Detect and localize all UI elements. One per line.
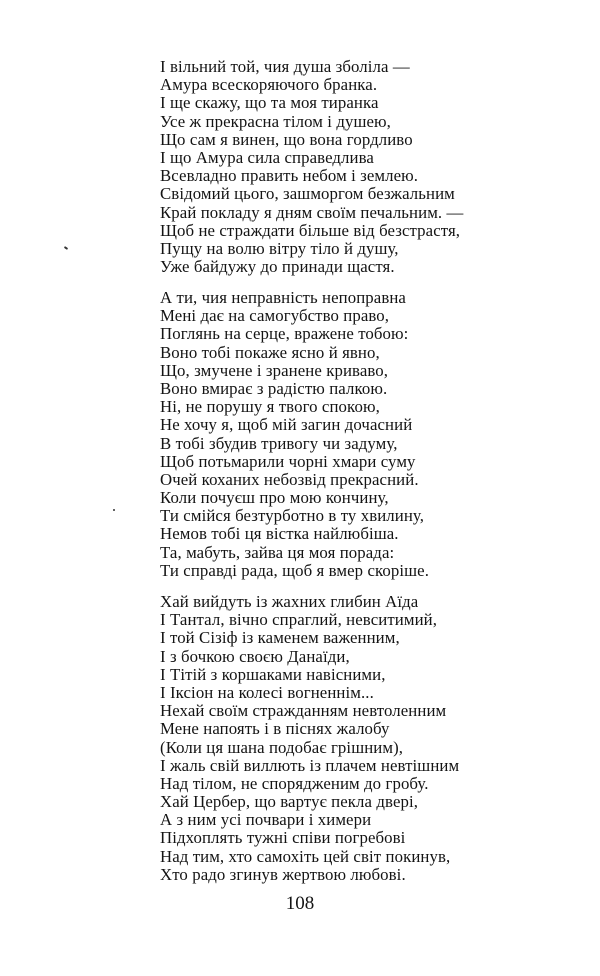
poem-line: Очей коханих небозвід прекрасний.	[160, 469, 419, 489]
poem-line: І Іксіон на колесі вогненнім...	[160, 682, 374, 702]
poem-line: Щоб не страждати більше від безстрастя,	[160, 220, 461, 240]
poem-line: Воно тобі покаже ясно й явно,	[160, 342, 380, 362]
poem-line: Нехай своїм стражданням невтоленним	[160, 701, 447, 721]
poem-line: І той Сізіф із каменем важенним,	[160, 628, 400, 648]
poem-line: Коли почуєш про мою кончину,	[160, 488, 389, 508]
poem-line: Поглянь на серце, вражене тобою:	[160, 324, 409, 344]
poem-line: І вільний той, чия душа зболіла —	[160, 57, 410, 76]
poem-line: Ні, не порушу я твого спокою,	[160, 397, 380, 417]
poem-line: Не хочу я, щоб мій загин дочасний	[160, 415, 413, 435]
poem-line: Що, змучене і зранене криваво,	[160, 360, 389, 380]
poem-line: А ти, чия неправність непоправна	[160, 288, 406, 307]
poem-line: І що Амура сила справедлива	[160, 147, 374, 167]
poem-line: Хай вийдуть із жахних глибин Аїда	[160, 592, 419, 611]
poem-line: Воно вмирає з радістю палкою.	[160, 378, 388, 398]
poem-line: І жаль свій виллють із плачем невтішним	[160, 755, 460, 775]
scan-speck	[113, 509, 115, 511]
poem-stanza-3	[160, 593, 560, 884]
poem-line: І ще скажу, що та моя тиранка	[160, 93, 379, 113]
poem-line: Всевладно править небом і землею.	[160, 166, 419, 186]
poem-line: Ти справді рада, щоб я вмер скоріше.	[160, 560, 430, 580]
poem-line: Свідомий цього, зашморгом безжальним	[160, 184, 455, 204]
poem-line: Амура всескоряючого бранка.	[160, 75, 378, 95]
poem-line: Над тим, хто самохіть цей світ покинув,	[160, 846, 451, 866]
poem-line: Мене напоять і в піснях жалобу	[160, 719, 390, 739]
poem-line: Немов тобі ця вістка найлюбіша.	[160, 524, 399, 544]
page-number: 108	[285, 893, 315, 914]
poem-line: (Коли ця шана подобає грішним),	[160, 737, 404, 757]
poem-line: Усе ж прекрасна тілом і душею,	[160, 111, 391, 131]
poem-line: Над тілом, не спорядженим до гробу.	[160, 773, 429, 793]
poem-stanza-2	[160, 289, 560, 580]
poem-line: Пущу на волю вітру тіло й душу,	[160, 238, 399, 258]
poem-line: Хто радо згинув жертвою любові.	[160, 864, 406, 884]
poem-line: Хай Цербер, що вартує пекла двері,	[160, 792, 419, 812]
poem-line: Що сам я винен, що вона гордливо	[160, 129, 413, 149]
poem-line: Ти смійся безтурботно в ту хвилину,	[160, 506, 425, 526]
poem-line: І з бочкою своєю Данаїди,	[160, 646, 350, 666]
poem-line: Підхоплять тужні співи погребові	[160, 828, 406, 848]
scan-speck	[64, 246, 68, 250]
poem-line: Уже байдужу до принади щастя.	[160, 257, 395, 277]
poem-line: І Тітій з коршаками навісними,	[160, 664, 386, 684]
poem-line: В тобі збудив тривогу чи задуму,	[160, 433, 398, 453]
poem-line: Щоб потьмарили чорні хмари суму	[160, 451, 416, 471]
poem-line: Мені дає на самогубство право,	[160, 306, 390, 326]
poem-line: Та, мабуть, зайва ця моя порада:	[160, 542, 395, 562]
poem-line: А з ним усі почвари і химери	[160, 810, 372, 830]
poem-line: Край покладу я дням своїм печальним. —	[160, 202, 464, 222]
poem-stanza-1	[160, 58, 560, 276]
poem-line: І Тантал, вічно спраглий, невситимий,	[160, 610, 438, 630]
